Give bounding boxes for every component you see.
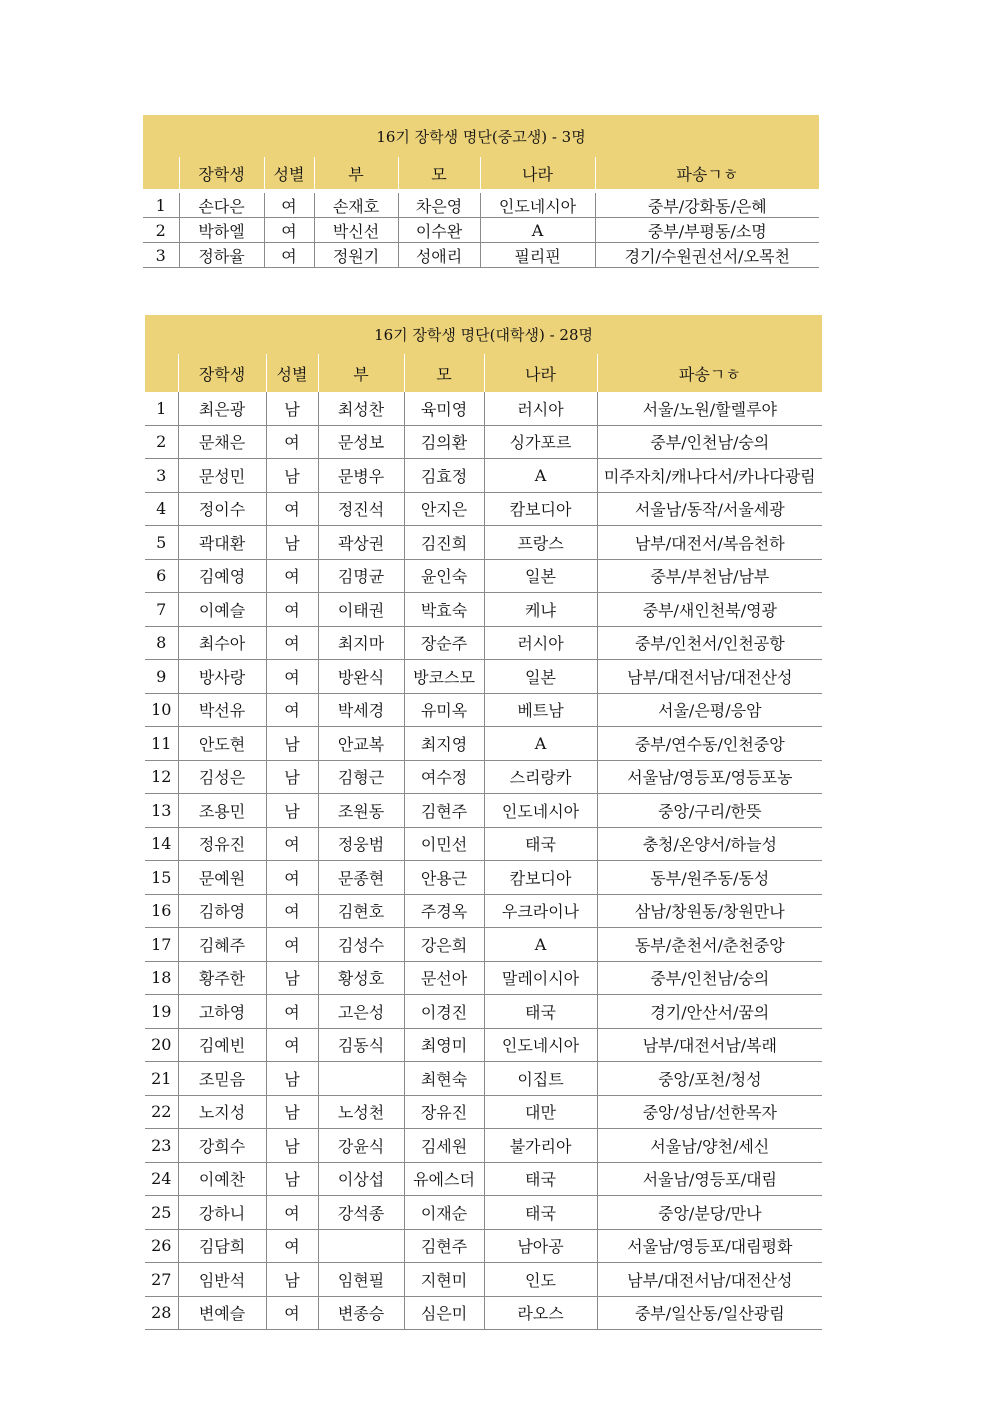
cell-church: 중부/강화동/은혜	[595, 193, 819, 218]
cell-country: 우크라이나	[484, 894, 597, 928]
cell-church: 남부/대전서남/대전산성	[597, 660, 822, 694]
cell-father: 김현호	[318, 894, 404, 928]
cell-scholar: 이예찬	[178, 1162, 266, 1196]
cell-no: 1	[145, 392, 178, 425]
cell-gender: 남	[266, 392, 318, 425]
table-row	[145, 827, 822, 861]
cell-mother: 방코스모	[404, 660, 484, 694]
cell-father: 정원기	[314, 243, 398, 268]
table-row	[145, 1263, 822, 1297]
cell-country: 싱가포르	[484, 425, 597, 459]
cell-country: 캄보디아	[484, 861, 597, 895]
cell-church: 중부/새인천북/영광	[597, 593, 822, 627]
cell-gender: 여	[266, 660, 318, 694]
cell-no: 16	[145, 894, 178, 928]
cell-father	[318, 1062, 404, 1096]
cell-father: 고은성	[318, 995, 404, 1029]
cell-scholar: 곽대환	[178, 526, 266, 560]
cell-gender: 남	[266, 794, 318, 828]
cell-gender: 여	[266, 1028, 318, 1062]
cell-church: 서울/은평/응암	[597, 693, 822, 727]
cell-country: 태국	[484, 995, 597, 1029]
cell-father: 황성호	[318, 961, 404, 995]
cell-mother: 이재순	[404, 1196, 484, 1230]
cell-scholar: 방사랑	[178, 660, 266, 694]
cell-father: 최지마	[318, 626, 404, 660]
table-row	[145, 593, 822, 627]
cell-no: 18	[145, 961, 178, 995]
cell-country: 일본	[484, 660, 597, 694]
cell-father: 곽상권	[318, 526, 404, 560]
table-row	[145, 392, 822, 425]
cell-mother: 문선아	[404, 961, 484, 995]
cell-father: 이상섭	[318, 1162, 404, 1196]
cell-country: A	[484, 727, 597, 761]
table-row	[145, 559, 822, 593]
cell-father: 강석종	[318, 1196, 404, 1230]
cell-mother: 성애리	[398, 243, 480, 268]
cell-gender: 남	[266, 727, 318, 761]
cell-church: 서울남/동작/서울세광	[597, 492, 822, 526]
cell-mother: 최현숙	[404, 1062, 484, 1096]
cell-gender: 여	[266, 1229, 318, 1263]
table-row	[145, 693, 822, 727]
cell-church: 서울남/영등포/영등포농	[597, 760, 822, 794]
cell-mother: 유에스더	[404, 1162, 484, 1196]
cell-gender: 여	[266, 593, 318, 627]
cell-scholar: 임반석	[178, 1263, 266, 1297]
cell-gender: 여	[266, 626, 318, 660]
cell-mother: 여수정	[404, 760, 484, 794]
header-father: 부	[318, 354, 404, 392]
header-scholar: 장학생	[179, 157, 264, 189]
table-row	[145, 1296, 822, 1330]
cell-no: 14	[145, 827, 178, 861]
cell-father: 박세경	[318, 693, 404, 727]
cell-mother: 이경진	[404, 995, 484, 1029]
cell-father: 정웅범	[318, 827, 404, 861]
cell-country: A	[484, 928, 597, 962]
cell-gender: 여	[264, 243, 314, 268]
table-row	[145, 1062, 822, 1096]
cell-no: 3	[145, 459, 178, 493]
cell-country: 남아공	[484, 1229, 597, 1263]
header-father: 부	[314, 157, 398, 189]
cell-father: 김명균	[318, 559, 404, 593]
cell-no: 2	[143, 218, 179, 243]
header-country: 나라	[480, 157, 595, 189]
cell-mother: 김현주	[404, 794, 484, 828]
cell-father: 최성찬	[318, 392, 404, 425]
cell-scholar: 박선유	[178, 693, 266, 727]
cell-no: 13	[145, 794, 178, 828]
cell-father: 김성수	[318, 928, 404, 962]
cell-gender: 여	[266, 693, 318, 727]
cell-scholar: 정이수	[178, 492, 266, 526]
cell-church: 삼남/창원동/창원만나	[597, 894, 822, 928]
cell-father: 손재호	[314, 193, 398, 218]
cell-mother: 김현주	[404, 1229, 484, 1263]
cell-mother: 김진희	[404, 526, 484, 560]
cell-gender: 남	[266, 961, 318, 995]
cell-scholar: 강하니	[178, 1196, 266, 1230]
cell-church: 중부/인천남/숭의	[597, 425, 822, 459]
table-row	[145, 961, 822, 995]
cell-no: 15	[145, 861, 178, 895]
cell-no: 28	[145, 1296, 178, 1330]
cell-country: 프랑스	[484, 526, 597, 560]
cell-no: 8	[145, 626, 178, 660]
cell-mother: 김의환	[404, 425, 484, 459]
cell-father: 임현필	[318, 1263, 404, 1297]
table-row	[145, 894, 822, 928]
cell-no: 24	[145, 1162, 178, 1196]
table-row	[145, 1229, 822, 1263]
cell-country: 인도네시아	[484, 1028, 597, 1062]
middle-high-scholars-table	[143, 115, 819, 268]
cell-scholar: 손다은	[179, 193, 264, 218]
cell-country: 태국	[484, 827, 597, 861]
cell-scholar: 노지성	[178, 1095, 266, 1129]
cell-gender: 여	[266, 492, 318, 526]
cell-scholar: 최수아	[178, 626, 266, 660]
cell-no: 23	[145, 1129, 178, 1163]
university-scholars-table	[145, 315, 822, 1330]
cell-church: 서울남/영등포/대림평화	[597, 1229, 822, 1263]
cell-church: 중앙/분당/만나	[597, 1196, 822, 1230]
header-mother: 모	[398, 157, 480, 189]
cell-no: 2	[145, 425, 178, 459]
header-country: 나라	[484, 354, 597, 392]
cell-country: 인도	[484, 1263, 597, 1297]
cell-church: 충청/온양서/하늘성	[597, 827, 822, 861]
table-row	[145, 526, 822, 560]
cell-gender: 여	[266, 995, 318, 1029]
table-body	[143, 193, 819, 268]
cell-mother: 김효정	[404, 459, 484, 493]
cell-country: 인도네시아	[480, 193, 595, 218]
header-scholar: 장학생	[178, 354, 266, 392]
cell-gender: 남	[266, 1263, 318, 1297]
header-no	[143, 157, 179, 189]
cell-father: 문병우	[318, 459, 404, 493]
cell-country: A	[484, 459, 597, 493]
cell-country: 일본	[484, 559, 597, 593]
cell-scholar: 김하영	[178, 894, 266, 928]
table-row	[145, 928, 822, 962]
header-gender: 성별	[266, 354, 318, 392]
header-row	[145, 354, 822, 392]
cell-father	[318, 1229, 404, 1263]
cell-scholar: 강희수	[178, 1129, 266, 1163]
header-row	[143, 157, 819, 189]
cell-church: 중부/인천서/인천공항	[597, 626, 822, 660]
cell-mother: 김세원	[404, 1129, 484, 1163]
cell-scholar: 문채은	[178, 425, 266, 459]
cell-scholar: 박하엘	[179, 218, 264, 243]
cell-country: 러시아	[484, 626, 597, 660]
cell-no: 9	[145, 660, 178, 694]
cell-father: 이태권	[318, 593, 404, 627]
cell-mother: 박효숙	[404, 593, 484, 627]
cell-no: 21	[145, 1062, 178, 1096]
cell-church: 중부/인천남/숭의	[597, 961, 822, 995]
cell-mother: 이민선	[404, 827, 484, 861]
cell-country: 인도네시아	[484, 794, 597, 828]
cell-no: 20	[145, 1028, 178, 1062]
cell-mother: 최지영	[404, 727, 484, 761]
table-row	[145, 425, 822, 459]
cell-no: 6	[145, 559, 178, 593]
cell-scholar: 황주한	[178, 961, 266, 995]
cell-no: 27	[145, 1263, 178, 1297]
cell-scholar: 김혜주	[178, 928, 266, 962]
table-row	[145, 1129, 822, 1163]
cell-church: 중부/일산동/일산광림	[597, 1296, 822, 1330]
cell-father: 김형근	[318, 760, 404, 794]
cell-father: 방완식	[318, 660, 404, 694]
cell-no: 7	[145, 593, 178, 627]
cell-father: 김동식	[318, 1028, 404, 1062]
cell-gender: 여	[266, 1196, 318, 1230]
table-row	[143, 218, 819, 243]
header-church: 파송ㄱㅎ	[597, 354, 822, 392]
cell-church: 서울/노원/할렐루야	[597, 392, 822, 425]
cell-church: 경기/수원권선서/오목천	[595, 243, 819, 268]
cell-scholar: 고하영	[178, 995, 266, 1029]
table-row	[145, 995, 822, 1029]
cell-church: 남부/대전서/복음천하	[597, 526, 822, 560]
table-row	[145, 1028, 822, 1062]
cell-gender: 여	[266, 928, 318, 962]
cell-church: 서울남/영등포/대림	[597, 1162, 822, 1196]
cell-gender: 남	[266, 1129, 318, 1163]
cell-mother: 안지은	[404, 492, 484, 526]
cell-father: 안교복	[318, 727, 404, 761]
cell-church: 중부/연수동/인천중앙	[597, 727, 822, 761]
cell-church: 중앙/구리/한뜻	[597, 794, 822, 828]
cell-gender: 남	[266, 1095, 318, 1129]
cell-church: 미주자치/캐나다서/카나다광림	[597, 459, 822, 493]
cell-church: 중부/부평동/소명	[595, 218, 819, 243]
table-row	[145, 1196, 822, 1230]
cell-country: 러시아	[484, 392, 597, 425]
table-row	[145, 1162, 822, 1196]
table-title: 16기 장학생 명단(중고생) - 3명	[143, 115, 819, 157]
cell-gender: 여	[266, 425, 318, 459]
cell-father: 변종승	[318, 1296, 404, 1330]
table-row	[143, 243, 819, 268]
cell-country: 이집트	[484, 1062, 597, 1096]
cell-church: 동부/원주동/동성	[597, 861, 822, 895]
cell-scholar: 이예슬	[178, 593, 266, 627]
cell-scholar: 조믿음	[178, 1062, 266, 1096]
cell-no: 4	[145, 492, 178, 526]
cell-mother: 심은미	[404, 1296, 484, 1330]
table-row	[145, 660, 822, 694]
cell-gender: 남	[266, 1162, 318, 1196]
cell-mother: 유미옥	[404, 693, 484, 727]
table-row	[145, 727, 822, 761]
cell-no: 3	[143, 243, 179, 268]
cell-mother: 강은희	[404, 928, 484, 962]
cell-scholar: 최은광	[178, 392, 266, 425]
cell-gender: 남	[266, 526, 318, 560]
table-row	[145, 861, 822, 895]
header-no	[145, 354, 178, 392]
table-row	[143, 193, 819, 218]
cell-father: 조원동	[318, 794, 404, 828]
cell-mother: 장유진	[404, 1095, 484, 1129]
table-row	[145, 794, 822, 828]
header-church: 파송ㄱㅎ	[595, 157, 819, 189]
table-body	[145, 392, 822, 1330]
cell-scholar: 변예슬	[178, 1296, 266, 1330]
cell-country: 대만	[484, 1095, 597, 1129]
cell-church: 동부/춘천서/춘천중앙	[597, 928, 822, 962]
cell-scholar: 정하율	[179, 243, 264, 268]
cell-scholar: 정유진	[178, 827, 266, 861]
cell-no: 19	[145, 995, 178, 1029]
table-row	[145, 492, 822, 526]
cell-no: 10	[145, 693, 178, 727]
header-gender: 성별	[264, 157, 314, 189]
cell-no: 5	[145, 526, 178, 560]
cell-no: 17	[145, 928, 178, 962]
table-row	[145, 760, 822, 794]
cell-mother: 장순주	[404, 626, 484, 660]
cell-country: 태국	[484, 1196, 597, 1230]
cell-mother: 이수완	[398, 218, 480, 243]
cell-gender: 여	[266, 861, 318, 895]
cell-no: 1	[143, 193, 179, 218]
cell-gender: 여	[266, 894, 318, 928]
cell-country: 라오스	[484, 1296, 597, 1330]
cell-country: 태국	[484, 1162, 597, 1196]
cell-scholar: 조용민	[178, 794, 266, 828]
cell-church: 경기/안산서/꿈의	[597, 995, 822, 1029]
cell-no: 12	[145, 760, 178, 794]
table-row	[145, 1095, 822, 1129]
cell-church: 중앙/성남/선한목자	[597, 1095, 822, 1129]
cell-no: 26	[145, 1229, 178, 1263]
cell-church: 남부/대전서남/복래	[597, 1028, 822, 1062]
cell-gender: 남	[266, 459, 318, 493]
cell-country: 스리랑카	[484, 760, 597, 794]
cell-country: 필리핀	[480, 243, 595, 268]
cell-mother: 최영미	[404, 1028, 484, 1062]
cell-scholar: 문성민	[178, 459, 266, 493]
cell-scholar: 김담희	[178, 1229, 266, 1263]
cell-church: 중앙/포천/청성	[597, 1062, 822, 1096]
cell-mother: 차은영	[398, 193, 480, 218]
cell-country: 불가리아	[484, 1129, 597, 1163]
cell-no: 25	[145, 1196, 178, 1230]
cell-church: 남부/대전서남/대전산성	[597, 1263, 822, 1297]
cell-gender: 남	[266, 1062, 318, 1096]
cell-mother: 육미영	[404, 392, 484, 425]
cell-country: 캄보디아	[484, 492, 597, 526]
cell-mother: 주경옥	[404, 894, 484, 928]
cell-scholar: 김예영	[178, 559, 266, 593]
cell-gender: 여	[264, 193, 314, 218]
cell-country: A	[480, 218, 595, 243]
cell-scholar: 안도현	[178, 727, 266, 761]
cell-father: 노성천	[318, 1095, 404, 1129]
table-title: 16기 장학생 명단(대학생) - 28명	[145, 315, 822, 354]
table-row	[145, 459, 822, 493]
cell-scholar: 김예빈	[178, 1028, 266, 1062]
cell-father: 정진석	[318, 492, 404, 526]
cell-no: 22	[145, 1095, 178, 1129]
cell-father: 강윤식	[318, 1129, 404, 1163]
cell-country: 베트남	[484, 693, 597, 727]
cell-scholar: 김성은	[178, 760, 266, 794]
header-mother: 모	[404, 354, 484, 392]
cell-no: 11	[145, 727, 178, 761]
cell-country: 케냐	[484, 593, 597, 627]
cell-scholar: 문예원	[178, 861, 266, 895]
cell-father: 문성보	[318, 425, 404, 459]
cell-father: 문종현	[318, 861, 404, 895]
cell-gender: 여	[266, 1296, 318, 1330]
cell-church: 중부/부천남/남부	[597, 559, 822, 593]
cell-father: 박신선	[314, 218, 398, 243]
cell-mother: 안용근	[404, 861, 484, 895]
cell-country: 말레이시아	[484, 961, 597, 995]
cell-mother: 지현미	[404, 1263, 484, 1297]
cell-gender: 남	[266, 760, 318, 794]
cell-church: 서울남/양천/세신	[597, 1129, 822, 1163]
cell-mother: 윤인숙	[404, 559, 484, 593]
cell-gender: 여	[266, 827, 318, 861]
table-row	[145, 626, 822, 660]
cell-gender: 여	[266, 559, 318, 593]
cell-gender: 여	[264, 218, 314, 243]
